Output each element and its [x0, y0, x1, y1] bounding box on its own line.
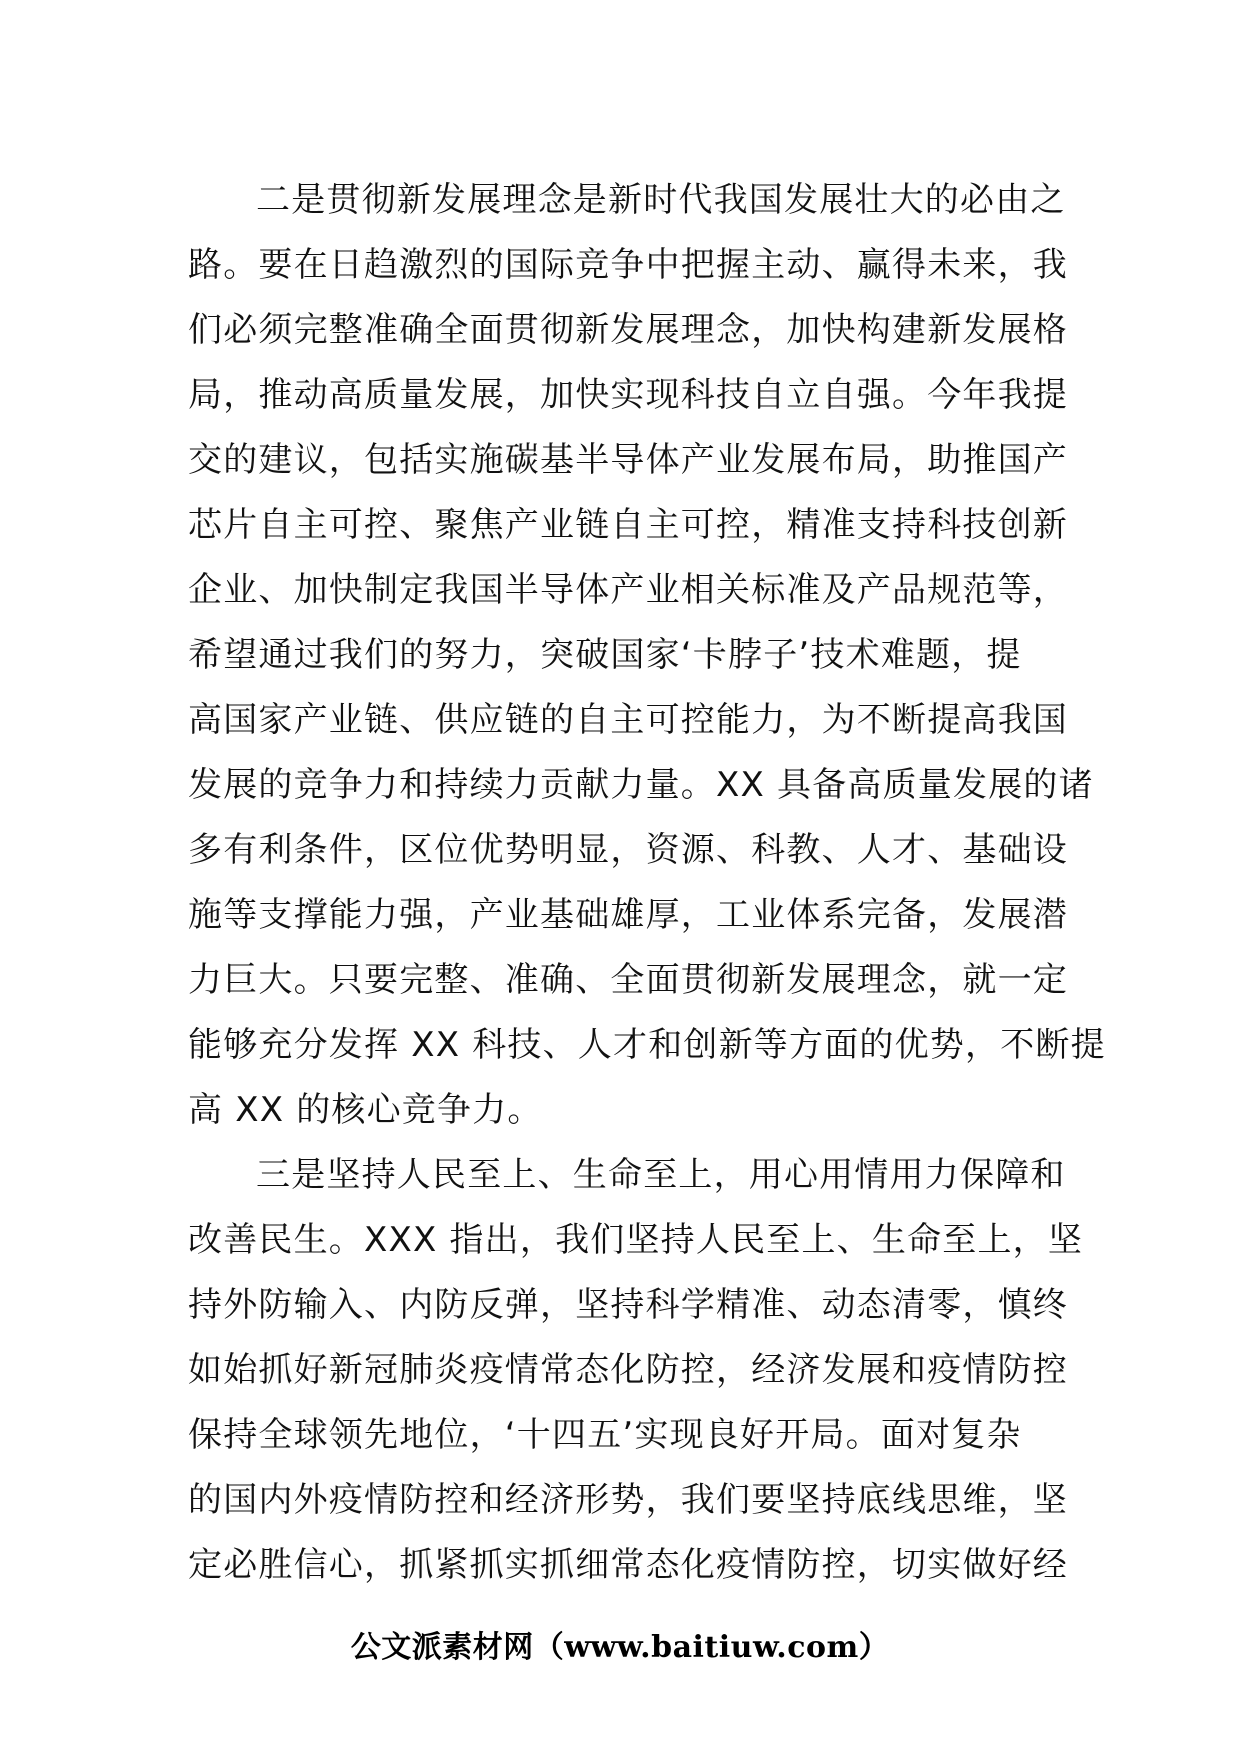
text-line: 二是贯彻新发展理念是新时代我国发展壮大的必由之 — [256, 180, 1066, 220]
text-line: 们必须完整准确全面贯彻新发展理念，加快构建新发展格 — [188, 310, 1068, 350]
text-line: 保持全球领先地位，‘十四五’实现良好开局。面对复杂 — [188, 1415, 1022, 1455]
text-line: 多有利条件，区位优势明显，资源、科教、人才、基础设 — [188, 830, 1068, 870]
text-line: 路。要在日趋激烈的国际竞争中把握主动、赢得未来，我 — [188, 245, 1068, 285]
text-line: 定必胜信心，抓紧抓实抓细常态化疫情防控，切实做好经 — [188, 1545, 1068, 1585]
text-line: 发展的竞争力和持续力贡献力量。XX 具备高质量发展的诸 — [188, 765, 1094, 805]
text-line: 高国家产业链、供应链的自主可控能力，为不断提高我国 — [188, 700, 1068, 740]
text-line: 企业、加快制定我国半导体产业相关标准及产品规范等， — [188, 570, 1068, 610]
text-line: 能够充分发挥 XX 科技、人才和创新等方面的优势，不断提 — [188, 1025, 1106, 1065]
footer-watermark: 公文派素材网（www.baitiuw.com） — [350, 1630, 890, 1665]
text-line: 局，推动高质量发展，加快实现科技自立自强。今年我提 — [188, 375, 1068, 415]
text-line: 三是坚持人民至上、生命至上，用心用情用力保障和 — [256, 1155, 1066, 1195]
text-line: 力巨大。只要完整、准确、全面贯彻新发展理念，就一定 — [188, 960, 1068, 1000]
text-line: 的国内外疫情防控和经济形势，我们要坚持底线思维，坚 — [188, 1480, 1068, 1520]
text-line: 芯片自主可控、聚焦产业链自主可控，精准支持科技创新 — [188, 505, 1068, 545]
document-body — [188, 168, 1106, 1598]
text-line: 持外防输入、内防反弹，坚持科学精准、动态清零，慎终 — [188, 1285, 1068, 1325]
text-line: 改善民生。XXX 指出，我们坚持人民至上、生命至上，坚 — [188, 1220, 1084, 1260]
text-line: 如始抓好新冠肺炎疫情常态化防控，经济发展和疫情防控 — [188, 1350, 1068, 1390]
text-line: 施等支撑能力强，产业基础雄厚，工业体系完备，发展潜 — [188, 895, 1068, 935]
text-line: 交的建议，包括实施碳基半导体产业发展布局，助推国产 — [188, 440, 1068, 480]
text-line: 高 XX 的核心竞争力。 — [188, 1090, 543, 1130]
text-line: 希望通过我们的努力，突破国家‘卡脖子’技术难题，提 — [188, 635, 1022, 675]
